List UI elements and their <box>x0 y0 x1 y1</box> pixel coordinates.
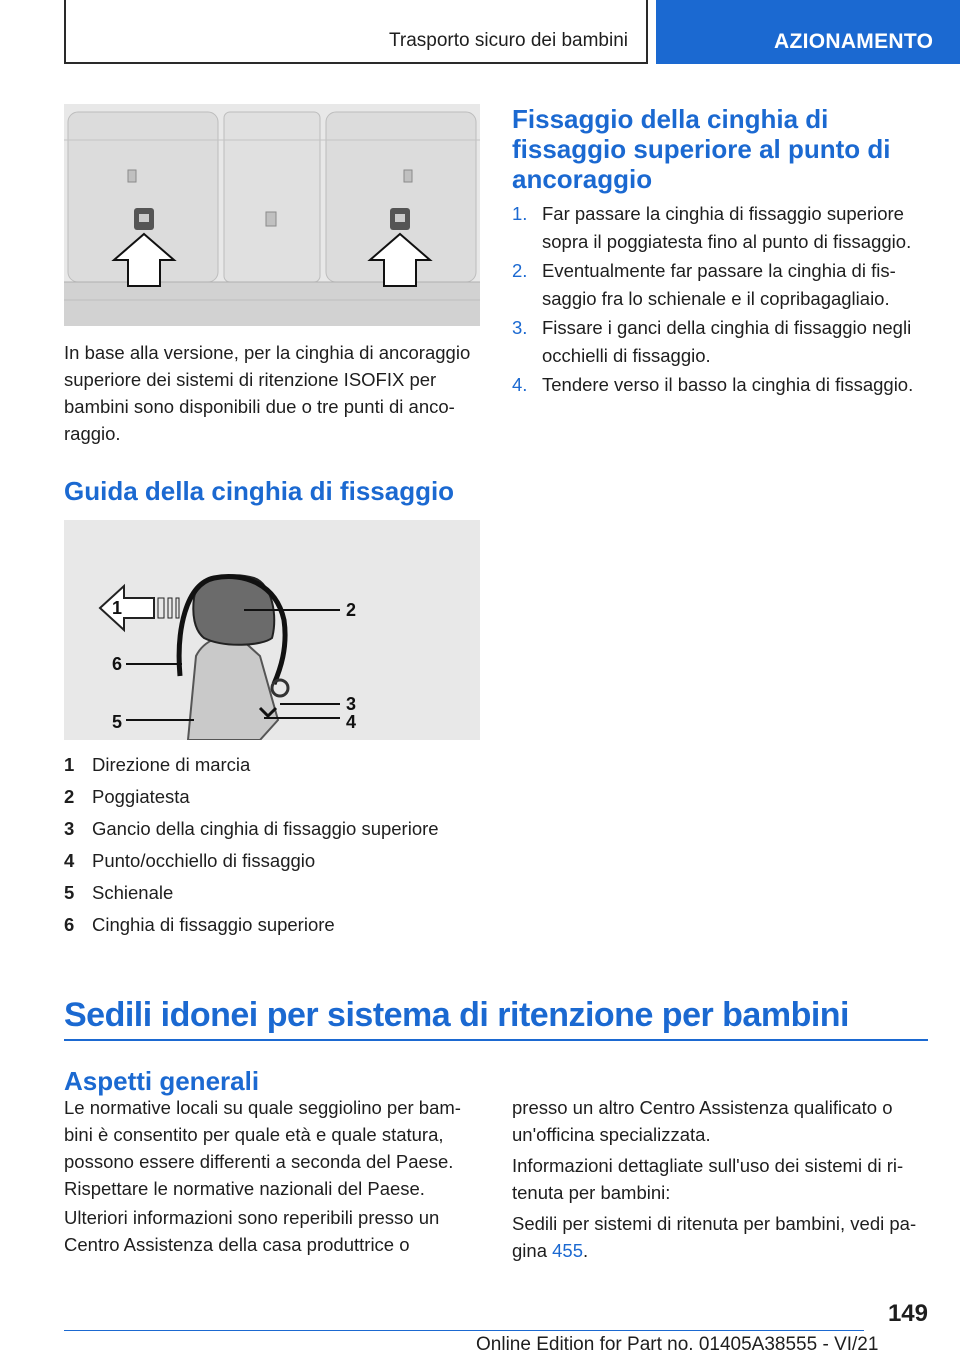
section-title: Trasporto sicuro dei bambini <box>388 30 628 51</box>
section-heading: Sedili idonei per sistema di ritenzione per bambini <box>64 996 850 1034</box>
fixing-heading: Fissaggio della cinghia di fissaggio superiore al punto di ancoraggio <box>512 104 891 194</box>
left-paragraph-1: Le normative locali su quale seggiolino per bam-bini è consentito per quale età e quale statura, possono essere differenti a seconda del Paese. Rispettare le normative nazionali del Paese. <box>64 1097 461 1199</box>
anchor-right-icon <box>390 208 410 230</box>
callout-5: 5 <box>112 712 123 732</box>
footer-rule <box>64 1330 864 1331</box>
general-heading: Aspetti generali <box>64 1066 260 1096</box>
anchor-points-figure <box>64 104 480 326</box>
callout-1: 1 <box>112 598 123 618</box>
guide-heading: Guida della cinghia di fissaggio <box>64 476 455 506</box>
tether-guide-figure <box>64 520 480 740</box>
chapter-tab[interactable]: AZIONAMENTO <box>656 0 960 64</box>
callout-4: 4 <box>346 712 357 732</box>
edition-text: Online Edition for Part no. 01405A38555 - VI/21 <box>476 1334 879 1355</box>
header-section-box <box>64 0 648 64</box>
intro-paragraph: In base alla versione, per la cinghia di ancoraggio superiore dei sistemi di ritenzione ISOFIX per bambini sono disponibili due o tre punti di anco-raggio. <box>64 342 471 444</box>
page-link-455[interactable]: 455 <box>552 1240 583 1261</box>
anchor-left-icon <box>134 208 154 230</box>
seat-reference: Sedili per sistemi di ritenuta per bambini, vedi pa-gina 455. <box>512 1213 917 1261</box>
left-paragraph-2: Ulteriori informazioni sono reperibili presso un Centro Assistenza della casa produttrice o <box>64 1207 440 1255</box>
callout-3: 3 <box>346 694 357 714</box>
callout-6: 6 <box>112 654 123 674</box>
callout-2: 2 <box>346 600 357 620</box>
right-paragraph-1: presso un altro Centro Assistenza qualificato o un'officina specializzata. <box>512 1097 893 1145</box>
right-paragraph-2: Informazioni dettagliate sull'uso dei sistemi di ri-tenuta per bambini: <box>512 1155 904 1203</box>
section-rule <box>64 1039 928 1041</box>
page-number: 149 <box>887 1300 928 1327</box>
